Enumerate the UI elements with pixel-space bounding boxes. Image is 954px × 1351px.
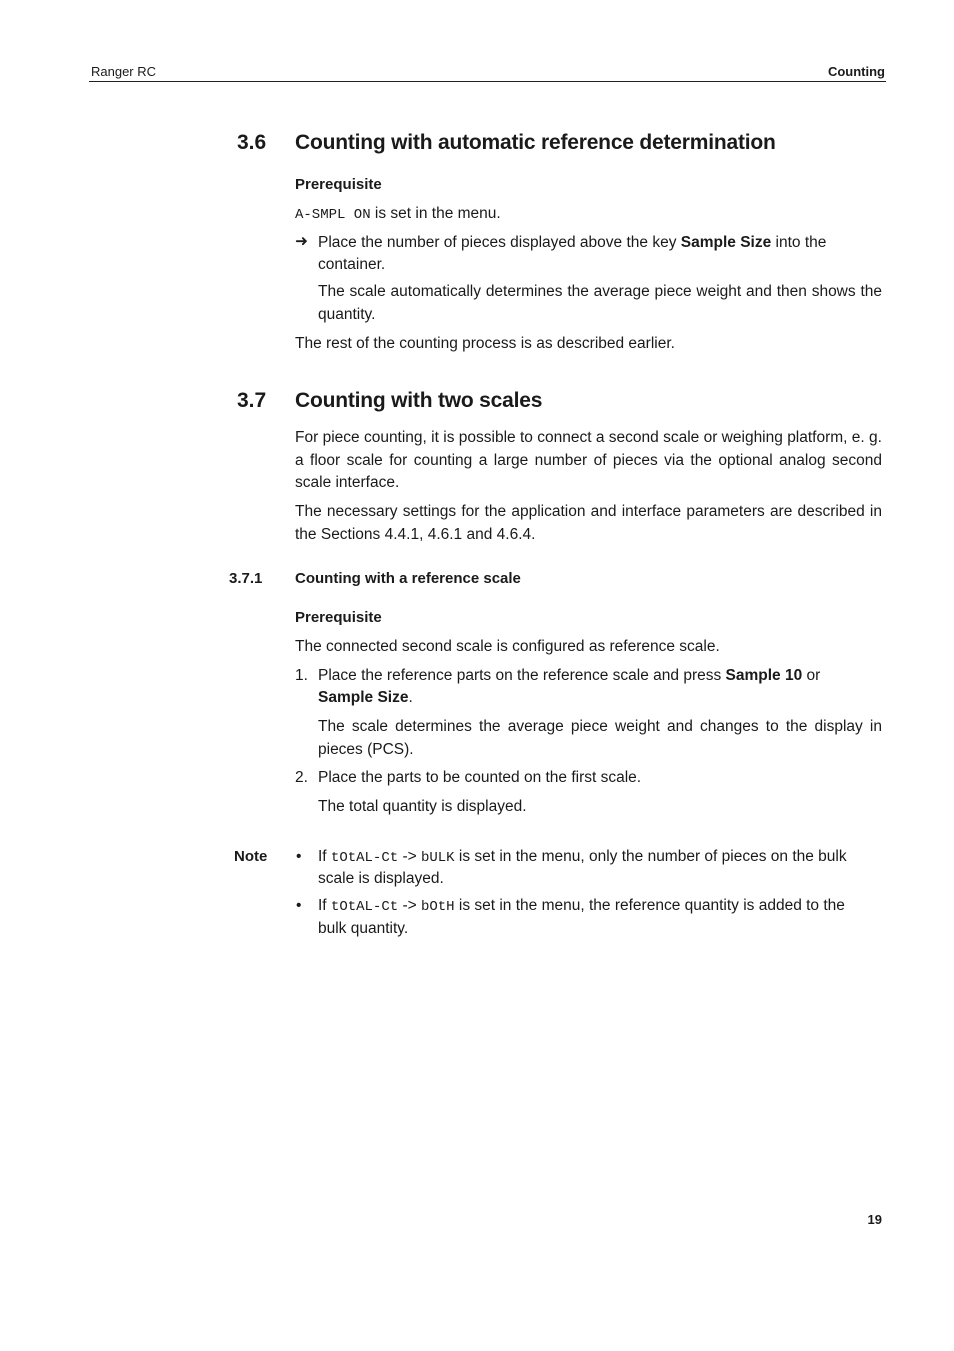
paragraph: For piece counting, it is possible to connect a second scale or weighing platform, e. g. a floor scale for counting a large number of pieces via the optional analog second scale interface. [295, 429, 882, 491]
instruction-step [318, 665, 820, 688]
text: . [408, 689, 413, 706]
subsection-title: Counting with a reference scale [295, 570, 521, 587]
text: Place the number of pieces displayed above the key [318, 234, 681, 251]
note-item [318, 895, 845, 919]
text: -> [398, 897, 421, 914]
paragraph: The necessary settings for the application and interface parameters are described in the Sections 4.4.1, 4.6.1 and 4.6.4. [295, 503, 882, 543]
menu-code: tOtAL-Ct [330, 850, 399, 866]
page-number: 19 [867, 1212, 882, 1227]
note-item [318, 846, 847, 870]
note-item-cont: scale is displayed. [318, 870, 444, 887]
prerequisite-label: Prerequisite [295, 176, 382, 193]
text: If [318, 848, 331, 865]
prerequisite-label: Prerequisite [295, 609, 382, 626]
menu-code: bULK [420, 850, 455, 866]
text: is set in the menu, the reference quantity is added to the [454, 897, 845, 914]
header-divider [89, 81, 886, 82]
note-label: Note [234, 848, 268, 865]
section-title: Counting with automatic reference determination [295, 131, 776, 154]
instruction-step-cont [318, 687, 413, 710]
note-item-cont: bulk quantity. [318, 920, 409, 937]
step-number: 2. [295, 769, 308, 786]
result-text: The total quantity is displayed. [318, 798, 527, 815]
menu-code: A-SMPL ON [295, 207, 371, 223]
key-name: Sample Size [318, 689, 409, 706]
header-section-title: Counting [827, 64, 885, 79]
menu-code: bOtH [420, 899, 455, 915]
text: If [318, 897, 331, 914]
text: is set in the menu. [370, 205, 501, 222]
result-text: The scale determines the average piece weight and changes to the display in pieces (PCS). [318, 718, 882, 758]
text: or [802, 667, 821, 684]
key-name: Sample 10 [725, 667, 803, 684]
section-number: 3.7 [237, 389, 267, 412]
text: into the [771, 234, 827, 251]
bullet-icon: • [296, 848, 302, 865]
paragraph: The rest of the counting process is as described earlier. [295, 335, 675, 352]
text: -> [398, 848, 421, 865]
step-number: 1. [295, 667, 308, 684]
arrow-icon: ➜ [295, 233, 308, 250]
instruction-step-cont: container. [318, 256, 386, 273]
section-title: Counting with two scales [295, 389, 543, 412]
text: is set in the menu, only the number of pieces on the bulk [454, 848, 847, 865]
menu-code: tOtAL-Ct [330, 899, 399, 915]
prerequisite-text: The connected second scale is configured as reference scale. [295, 638, 720, 655]
key-name: Sample Size [680, 234, 772, 251]
instruction-step [318, 232, 826, 255]
bullet-icon: • [296, 897, 302, 914]
header-doc-title: Ranger RC [91, 64, 157, 79]
text: Place the reference parts on the reference scale and press [318, 667, 726, 684]
section-number: 3.6 [237, 131, 267, 154]
instruction-step: Place the parts to be counted on the first scale. [318, 769, 642, 786]
prerequisite-text [295, 203, 501, 227]
subsection-number: 3.7.1 [229, 570, 263, 587]
result-text: The scale automatically determines the average piece weight and then shows the quantity. [318, 283, 882, 323]
